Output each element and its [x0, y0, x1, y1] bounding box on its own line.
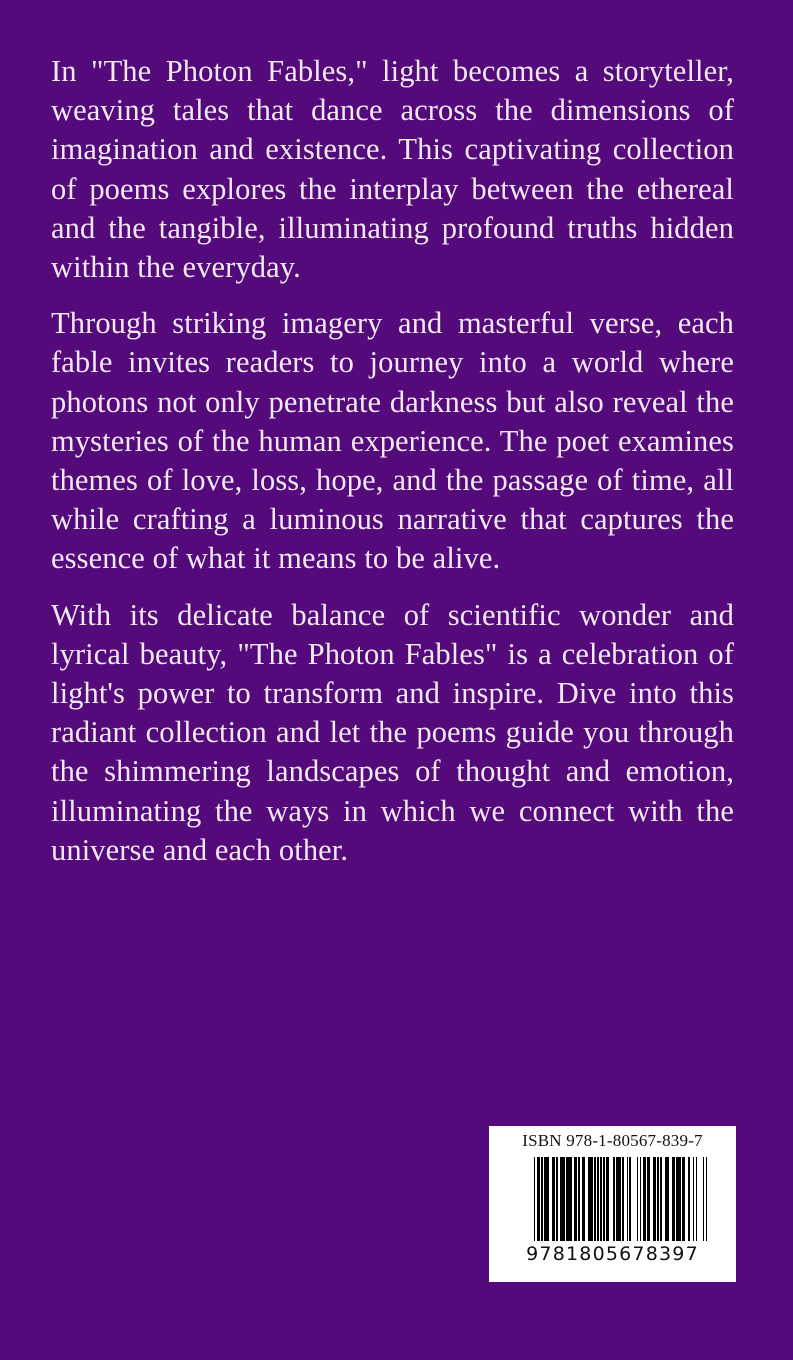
- isbn-barcode-box: [489, 1126, 736, 1282]
- isbn-digits: 9781805678397: [526, 1243, 699, 1265]
- barcode-bar: [706, 1157, 707, 1241]
- barcode-icon: [534, 1157, 708, 1241]
- back-cover-blurb: [51, 52, 734, 887]
- blurb-paragraph-3: With its delicate balance of scientific wonder and lyrical beauty, "The Photon Fables" is a celebration of light's power to transform and inspire. Dive into this radiant collection and let the poems guide you through the shimmering landscapes of thought and emotion, illuminating the ways in which we connect with the universe and each other.: [51, 597, 734, 867]
- isbn-label: ISBN 978-1-80567-839-7: [522, 1131, 703, 1150]
- blurb-paragraph-1: In "The Photon Fables," light becomes a storyteller, weaving tales that dance across the dimensions of imagination and existence. This captivating collection of poems explores the interplay between the ethereal and the tangible, illuminating profound truths hidden within the everyday.: [51, 54, 734, 285]
- blurb-paragraph-2: Through striking imagery and masterful verse, each fable invites readers to journey into a world where photons not only penetrate darkness but also reveal the mysteries of the human experience. The poet examines themes of love, loss, hope, and the passage of time, all while crafting a luminous narrative that captures the essence of what it means to be alive.: [51, 306, 734, 576]
